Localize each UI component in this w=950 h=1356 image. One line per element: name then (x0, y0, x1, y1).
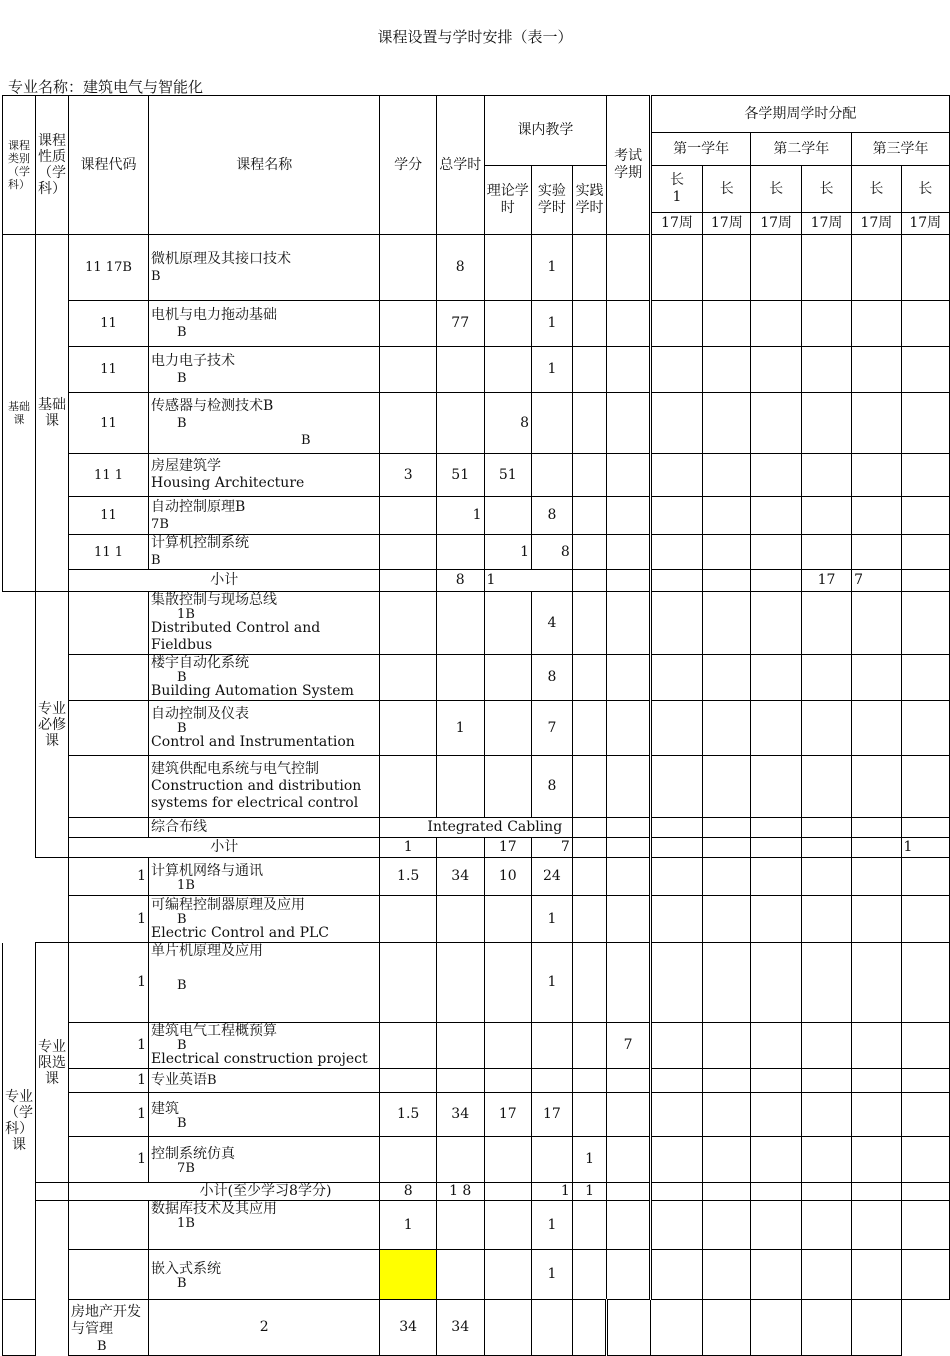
subtotal-label: 小计 (69, 838, 380, 858)
page-title: 课程设置与学时安排（表一） (377, 28, 573, 46)
table-row (3, 896, 950, 943)
prac-cell (572, 497, 607, 535)
theory-cell (484, 347, 532, 393)
hours-cell: 34 (380, 1300, 437, 1356)
course-table (2, 95, 950, 1356)
header-total-hours: 总学时 (436, 96, 484, 235)
table-row (3, 592, 950, 655)
exp-cell: 8 (532, 756, 573, 818)
course-code: 11 (69, 301, 149, 347)
header-weeks-5: 17周 (852, 213, 901, 235)
table-row (3, 535, 950, 570)
header-weeks-4: 17周 (801, 213, 851, 235)
header-theory: 理论学时 (484, 166, 532, 235)
course-name: 计算机网络与通讯 1B (149, 858, 380, 896)
table-row (3, 655, 950, 701)
major-name: 专业名称：建筑电气与智能化 (8, 78, 204, 96)
course-name: 房屋建筑学 Housing Architecture (149, 454, 380, 497)
header-term-6: 长 (901, 166, 950, 213)
group-basic-nature: 基础课 (36, 235, 69, 592)
credit-cell: 1.5 (380, 858, 437, 896)
course-code: 11 17B (69, 235, 149, 301)
course-code: 11 (69, 393, 149, 454)
table-row (3, 1300, 950, 1356)
credit-cell: 1.5 (380, 1093, 437, 1137)
subtotal-credit: 8 (380, 1183, 437, 1201)
group-limited-nature: 专业限选课 (36, 943, 69, 1183)
exp-cell: 8 (532, 535, 573, 570)
exp-cell: 24 (532, 858, 573, 896)
header-experiment: 实验学时 (532, 166, 573, 235)
subtotal-term-4: 17 (801, 570, 851, 592)
prac-cell (572, 235, 607, 301)
header-practice: 实践学时 (572, 166, 607, 235)
header-exam-term: 考试学期 (607, 96, 650, 235)
hours-cell: 1 (436, 497, 484, 535)
subtotal-term-5: 7 (852, 570, 901, 592)
exp-cell: 1 (532, 1201, 573, 1250)
hours-cell (436, 393, 484, 454)
table-row (3, 1093, 950, 1137)
credit-cell: 1 (380, 1201, 437, 1250)
prac-cell (572, 454, 607, 497)
course-name: 可编程控制器原理及应用 B Electric Control and PLC (149, 896, 380, 943)
header-year3: 第三学年 (852, 133, 950, 166)
exp-cell: 1 (532, 1250, 573, 1300)
header-term-1: 长 1 (650, 166, 702, 213)
course-name: 建筑 B (149, 1093, 380, 1137)
course-code: 1 (69, 1069, 149, 1093)
table-row (3, 347, 950, 393)
exam-cell (607, 393, 650, 454)
hours-cell: 8 (436, 235, 484, 301)
header-nature: 课程性质（学科） (36, 96, 69, 235)
course-name: 电机与电力拖动基础 B (149, 301, 380, 347)
credit-cell (380, 235, 437, 301)
prac-cell (572, 535, 607, 570)
subtotal-hours: 1 8 (436, 1183, 484, 1201)
exp-cell: 1 (532, 235, 573, 301)
table-row (3, 1023, 950, 1069)
credit-cell (380, 393, 437, 454)
credit-cell (380, 301, 437, 347)
header-weekly-hours: 各学期周学时分配 (650, 96, 949, 133)
table-row (3, 818, 950, 838)
table-row (3, 1250, 950, 1300)
theory-cell: 1 (484, 535, 532, 570)
exp-cell (532, 393, 573, 454)
theory-cell: 17 (484, 1093, 532, 1137)
course-name: 建筑电气工程概预算 B Electrical construction project (149, 1023, 380, 1069)
theory-cell (484, 301, 532, 347)
header-code: 课程代码 (69, 96, 149, 235)
table-row (3, 858, 950, 896)
subtotal-row (3, 570, 950, 592)
table-row (3, 235, 950, 301)
hours-cell (436, 535, 484, 570)
course-code: 11 1 (69, 454, 149, 497)
course-code: 1 (69, 896, 149, 943)
hours-cell (436, 347, 484, 393)
course-code: 11 (69, 347, 149, 393)
hours-cell: 51 (436, 454, 484, 497)
header-in-class: 课内教学 (484, 96, 607, 166)
header-term-2: 长 (703, 166, 751, 213)
course-name: 嵌入式系统 B (149, 1250, 380, 1300)
header-weeks-2: 17周 (703, 213, 751, 235)
course-name: 计算机控制系统 B (149, 535, 380, 570)
header-weeks-1: 17周 (650, 213, 702, 235)
hours-cell: 77 (436, 301, 484, 347)
exam-cell: 7 (607, 1023, 650, 1069)
table-row (3, 943, 950, 1023)
theory-cell: 8 (484, 393, 532, 454)
subtotal-label: 小计(至少学习8学分) (69, 1183, 380, 1201)
exp-cell: 1 (532, 347, 573, 393)
credit-cell (380, 497, 437, 535)
exp-cell (532, 454, 573, 497)
exam-cell (607, 347, 650, 393)
highlighted-credit-cell (380, 1250, 437, 1300)
subtotal-row (3, 1183, 950, 1201)
theory-cell: 10 (484, 858, 532, 896)
course-name: 数据库技术及其应用 1B (149, 1201, 380, 1250)
course-name: 电力电子技术 B (149, 347, 380, 393)
subtotal-exp: 1 (532, 1183, 573, 1201)
course-code: 1 (69, 858, 149, 896)
group-required-nature: 专业必修课 (36, 592, 69, 858)
exam-cell (607, 454, 650, 497)
hours-cell: 1 (436, 701, 484, 756)
header-term-4: 长 (801, 166, 851, 213)
course-name: 集散控制与现场总线 1B Distributed Control and Fieldbus (149, 592, 380, 655)
subtotal-term-6: 1 (901, 838, 950, 858)
course-code: 1 (69, 943, 149, 1023)
table-row (3, 454, 950, 497)
header-year2: 第二学年 (751, 133, 852, 166)
course-name: 房地产开发与管理 B (69, 1300, 149, 1356)
subtotal-theory: 1 (484, 570, 572, 592)
table-row (3, 1069, 950, 1093)
table-row (3, 701, 950, 756)
header-name: 课程名称 (149, 96, 380, 235)
theory-cell: 51 (484, 454, 532, 497)
course-name: 微机原理及其接口技术 B (149, 235, 380, 301)
exam-cell (607, 301, 650, 347)
theory-cell: 34 (436, 1300, 484, 1356)
hours-cell: 34 (436, 858, 484, 896)
table-row (3, 301, 950, 347)
group-basic-category: 基础课 (3, 235, 36, 592)
prac-cell (572, 347, 607, 393)
header-term-3: 长 (751, 166, 801, 213)
theory-cell (484, 235, 532, 301)
prac-cell: 1 (572, 1137, 607, 1183)
credit-cell: 3 (380, 454, 437, 497)
table-row (3, 393, 950, 454)
group-major-category: 专业（学科）课 (3, 943, 36, 1300)
exp-cell: 4 (532, 592, 573, 655)
subtotal-prac: 1 (572, 1183, 607, 1201)
header-credit: 学分 (380, 96, 437, 235)
course-code: 1 (69, 1023, 149, 1069)
header-category: 课程类别（学科） (3, 96, 36, 235)
header-term-5: 长 (852, 166, 901, 213)
credit-cell (380, 535, 437, 570)
exp-cell: 1 (532, 301, 573, 347)
prac-cell (572, 301, 607, 347)
table-row (3, 1137, 950, 1183)
hours-cell: 34 (436, 1093, 484, 1137)
exp-cell: 7 (532, 701, 573, 756)
header-weeks-3: 17周 (751, 213, 801, 235)
course-name: 综合布线 (149, 818, 380, 838)
prac-cell (572, 393, 607, 454)
exam-cell (607, 535, 650, 570)
course-name: 传感器与检测技术B B B (149, 393, 380, 454)
header-year1: 第一学年 (650, 133, 751, 166)
course-code: 1 (69, 1093, 149, 1137)
subtotal-credit: 1 (380, 838, 437, 858)
course-name: 专业英语B (149, 1069, 380, 1093)
course-code: 11 (69, 497, 149, 535)
exam-cell (607, 497, 650, 535)
table-row (3, 497, 950, 535)
exp-cell: 17 (532, 1093, 573, 1137)
subtotal-hours: 8 (436, 570, 484, 592)
course-name: 单片机原理及应用 B (149, 943, 380, 1023)
course-code: 1 (69, 1137, 149, 1183)
course-name: 自动控制原理B 7B (149, 497, 380, 535)
course-code: 11 1 (69, 535, 149, 570)
course-en-name: Integrated Cabling (380, 818, 572, 838)
table-row (3, 756, 950, 818)
exp-cell: 8 (532, 655, 573, 701)
exp-cell: 8 (532, 497, 573, 535)
subtotal-label: 小计 (69, 570, 380, 592)
subtotal-exp: 7 (532, 838, 573, 858)
exp-cell: 1 (532, 896, 573, 943)
exam-cell (607, 235, 650, 301)
header-weeks-6: 17周 (901, 213, 950, 235)
theory-cell (484, 497, 532, 535)
course-name: 控制系统仿真 7B (149, 1137, 380, 1183)
table-row (3, 1201, 950, 1250)
exp-cell: 1 (532, 943, 573, 1023)
credit-cell (380, 347, 437, 393)
course-name: 楼宇自动化系统 B Building Automation System (149, 655, 380, 701)
course-name: 建筑供配电系统与电气控制 Construction and distribution systems for electrical control (149, 756, 380, 818)
subtotal-row (3, 838, 950, 858)
credit-cell: 2 (149, 1300, 380, 1356)
subtotal-theory: 17 (484, 838, 532, 858)
course-name: 自动控制及仪表 B Control and Instrumentation (149, 701, 380, 756)
